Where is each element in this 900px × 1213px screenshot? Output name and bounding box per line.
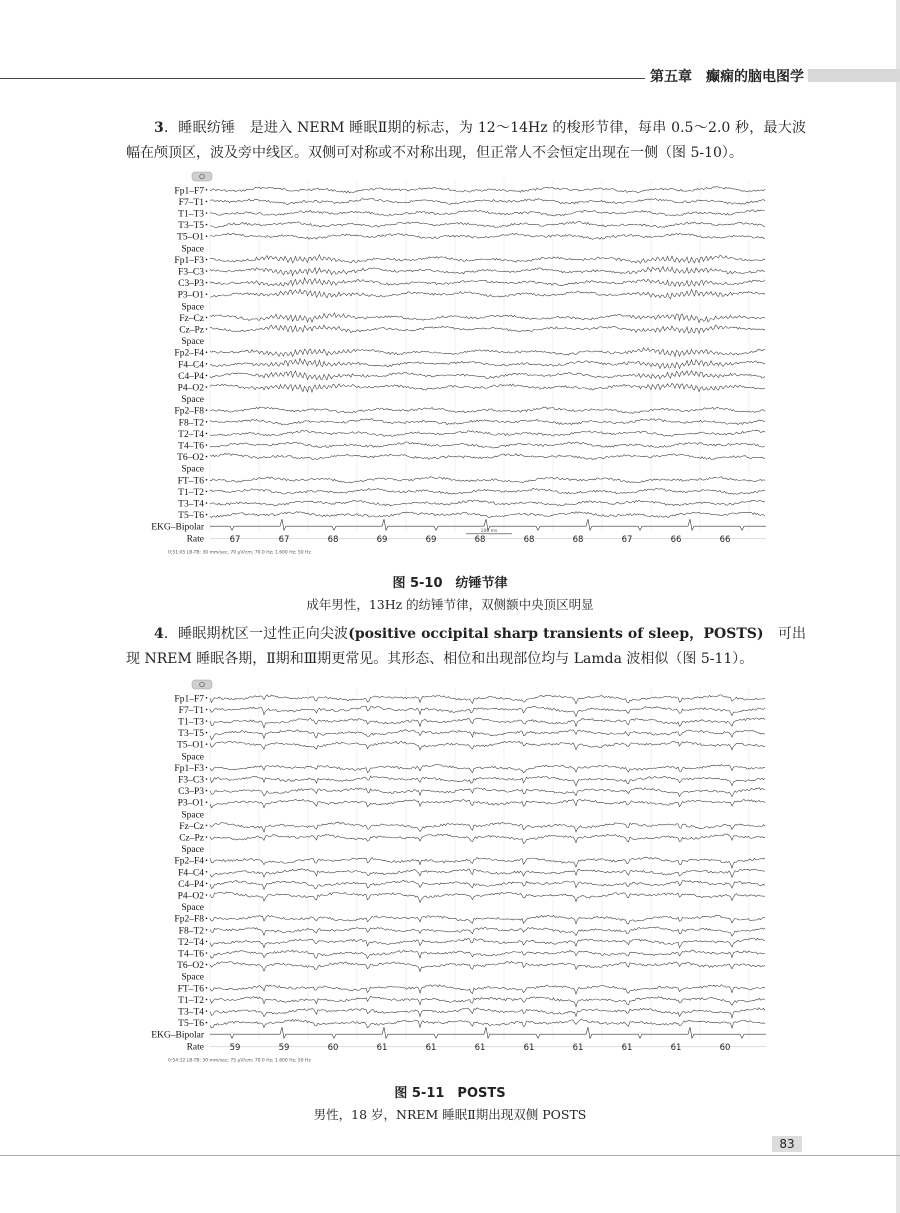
eeg-trace — [210, 419, 765, 425]
eeg-trace — [210, 950, 765, 959]
channel-label: Space — [181, 244, 204, 255]
eeg-trace — [210, 915, 765, 924]
eeg-trace — [210, 996, 765, 1007]
ekg-trace — [210, 1027, 766, 1038]
channel-label: T2–T4 — [178, 429, 204, 440]
eeg-trace — [210, 233, 765, 239]
channel-label: T3–T5 — [178, 221, 204, 232]
channel-label: F8–T2 — [178, 926, 204, 937]
eeg-trace — [210, 880, 765, 889]
chapter-title: 第五章 癫痫的脑电图学 — [650, 69, 804, 85]
eeg-trace — [210, 776, 765, 786]
channel-label: Space — [181, 752, 204, 763]
channel-label: T3–T4 — [178, 499, 204, 510]
figure-5-11-title: 图 5-11 POSTS — [394, 1086, 506, 1101]
channel-label: F8–T2 — [178, 418, 204, 429]
heart-rate-value: 61 — [523, 1042, 535, 1053]
eeg-trace — [210, 927, 765, 936]
eeg-figure-5-10 — [151, 170, 770, 562]
eeg-trace — [210, 695, 765, 704]
eeg-trace — [210, 267, 765, 276]
eeg-figure-5-11 — [151, 678, 770, 1073]
section-3-term: 睡眠纺锤 — [178, 120, 236, 136]
channel-label: Fp2–F8 — [174, 406, 204, 417]
heart-rate-value: 60 — [719, 1042, 731, 1053]
channel-label: Space — [181, 903, 204, 914]
channel-label: Rate — [186, 534, 204, 545]
eeg-trace — [210, 834, 765, 844]
channel-label: T5–T6 — [178, 1019, 204, 1030]
channel-label: F3–C3 — [178, 267, 204, 278]
eeg-trace — [210, 1019, 765, 1028]
heart-rate-value: 68 — [523, 534, 535, 545]
figure-5-10-subtitle: 成年男性，13Hz 的纺锤节律，双侧额中央顶区明显 — [306, 597, 594, 612]
channel-label: Fp2–F4 — [174, 856, 204, 867]
channel-label: FT–T6 — [177, 984, 204, 995]
channel-label: Fp2–F8 — [174, 914, 204, 925]
section-4-number: 4 — [154, 626, 164, 642]
channel-label: T3–T4 — [178, 1007, 204, 1018]
eeg-trace — [210, 313, 765, 323]
channel-label: P3–O1 — [177, 798, 204, 809]
eeg-trace — [210, 453, 765, 459]
heart-rate-value: 59 — [278, 1042, 290, 1053]
eeg-trace — [210, 1008, 765, 1018]
page-number: 83 — [772, 1136, 802, 1152]
channel-label: T1–T3 — [178, 209, 204, 220]
eeg-trace — [210, 278, 765, 286]
figure-5-11-subtitle: 男性，18 岁，NREM 睡眠Ⅱ期出现双侧 POSTS — [313, 1107, 587, 1122]
channel-label: Fp1–F3 — [174, 255, 204, 266]
section-3-number: 3 — [154, 120, 164, 136]
channel-label: EKG–Bipolar — [151, 1030, 204, 1041]
section-4-paragraph: 4．睡眠期枕区一过性正向尖波(positive occipital sharp transients of sleep，POSTS) 可出现 NREM 睡眠各期，Ⅱ期和Ⅲ期更常见。其形态、相位和出现部位均与 Lamda 波相似（图 5-11）。 — [126, 626, 807, 667]
section-4-term-en: (positive occipital sharp transients of sleep，POSTS) — [348, 626, 764, 642]
channel-label: C4–P4 — [178, 879, 204, 890]
section-4-text: 可出现 NREM 睡眠各期，Ⅱ期和Ⅲ期更常见。其形态、相位和出现部位均与 Lamda 波相似（图 5-11）。 — [126, 626, 807, 667]
eeg-trace — [210, 348, 765, 357]
channel-label: Space — [181, 464, 204, 475]
channel-label: C4–P4 — [178, 371, 204, 382]
eeg-trace — [210, 289, 765, 299]
heart-rate-value: 67 — [278, 534, 290, 545]
section-3-paragraph: 3．睡眠纺锤 是进入 NERM 睡眠Ⅱ期的标志，为 12～14Hz 的梭形节律，每串 0.5～2.0 秒，最大波幅在颅顶区，波及旁中线区。双侧可对称或不对称出现，但正常人不会恒定出现在一侧（图 5-10）。 — [126, 120, 807, 161]
heart-rate-value: 60 — [327, 1042, 339, 1053]
heart-rate-value: 59 — [229, 1042, 241, 1053]
eeg-trace — [210, 325, 765, 333]
channel-label: Fz–Cz — [179, 821, 204, 832]
eeg-trace — [210, 358, 765, 368]
eeg-trace — [210, 718, 765, 728]
eeg-trace-canvas-1 — [151, 170, 770, 562]
channel-label: P4–O2 — [177, 891, 204, 902]
heart-rate-value: 68 — [327, 534, 339, 545]
heart-rate-value: 69 — [425, 534, 437, 545]
heart-rate-value: 66 — [670, 534, 682, 545]
channel-label: F4–C4 — [178, 868, 204, 879]
eeg-trace — [210, 255, 765, 264]
footer-rule — [0, 1155, 900, 1156]
eeg-trace — [210, 430, 765, 436]
heart-rate-value: 61 — [670, 1042, 682, 1053]
eeg-trace — [210, 961, 765, 971]
channel-label: Rate — [186, 1042, 204, 1053]
channel-label: Cz–Pz — [179, 833, 204, 844]
channel-label: Space — [181, 845, 204, 856]
channel-label: Fz–Cz — [179, 313, 204, 324]
channel-label: C3–P3 — [178, 279, 204, 290]
channel-label: T1–T3 — [178, 717, 204, 728]
channel-label: Space — [181, 395, 204, 406]
figure-5-10-caption — [0, 572, 900, 613]
channel-label: Space — [181, 302, 204, 313]
eeg-trace — [210, 857, 765, 868]
recording-settings: 0:54:12 LB-TB: 30 mm/sec; 75 μV/cm; 70.0 Hz; 1.600 Hz; 50 Hz — [168, 1058, 311, 1064]
channel-label: T3–T5 — [178, 729, 204, 740]
eeg-trace — [210, 407, 765, 413]
heart-rate-value: 67 — [229, 534, 241, 545]
channel-label: C3–P3 — [178, 787, 204, 798]
eeg-trace — [210, 985, 765, 995]
eeg-trace — [210, 764, 765, 773]
channel-label: FT–T6 — [177, 476, 204, 487]
channel-label: F7–T1 — [178, 197, 204, 208]
eeg-trace — [210, 706, 765, 716]
eeg-trace — [210, 741, 765, 750]
eeg-trace — [210, 869, 765, 878]
eeg-trace — [210, 730, 765, 740]
eeg-trace — [210, 210, 765, 216]
montage-marker-button — [192, 680, 212, 689]
channel-label: Space — [181, 972, 204, 983]
heart-rate-value: 61 — [572, 1042, 584, 1053]
eeg-trace — [210, 198, 765, 204]
channel-label: T5–T6 — [178, 511, 204, 522]
eeg-trace — [210, 222, 765, 228]
channel-label: Space — [181, 810, 204, 821]
figure-5-10-title: 图 5-10 纺锤节律 — [392, 576, 508, 591]
channel-label: T6–O2 — [177, 453, 204, 464]
eeg-trace — [210, 187, 765, 193]
eeg-trace — [210, 799, 765, 808]
channel-label: P3–O1 — [177, 290, 204, 301]
figure-5-11-caption — [0, 1082, 900, 1123]
eeg-trace — [210, 512, 765, 518]
channel-label: F3–C3 — [178, 775, 204, 786]
heart-rate-value: 61 — [376, 1042, 388, 1053]
channel-label: T4–T6 — [178, 441, 204, 452]
eeg-trace — [210, 442, 765, 448]
channel-label: F7–T1 — [178, 705, 204, 716]
channel-label: T5–O1 — [177, 740, 204, 751]
eeg-trace — [210, 892, 765, 903]
eeg-trace-canvas-2 — [151, 678, 770, 1073]
channel-label: T2–T4 — [178, 937, 204, 948]
recording-settings: 0:51:05 LB-TB: 30 mm/sec; 70 μV/cm; 70.0 Hz; 1.600 Hz; 50 Hz — [168, 550, 311, 556]
heart-rate-value: 68 — [474, 534, 486, 545]
channel-label: P4–O2 — [177, 383, 204, 394]
running-header — [0, 64, 900, 86]
heart-rate-value: 67 — [621, 534, 633, 545]
section-4-term: 睡眠期枕区一过性正向尖波 — [178, 626, 349, 642]
heart-rate-value: 61 — [621, 1042, 633, 1053]
channel-label: T4–T6 — [178, 949, 204, 960]
channel-label: F4–C4 — [178, 360, 204, 371]
eeg-trace — [210, 383, 765, 392]
header-tab — [808, 69, 900, 82]
heart-rate-value: 69 — [376, 534, 388, 545]
channel-label: T6–O2 — [177, 961, 204, 972]
eeg-trace — [210, 938, 765, 948]
channel-label: Cz–Pz — [179, 325, 204, 336]
channel-label: T5–O1 — [177, 232, 204, 243]
eeg-trace — [210, 477, 765, 483]
heart-rate-value: 61 — [425, 1042, 437, 1053]
channel-label: Space — [181, 337, 204, 348]
heart-rate-value: 66 — [719, 534, 731, 545]
eeg-trace — [210, 489, 765, 495]
heart-rate-value: 61 — [474, 1042, 486, 1053]
channel-label: EKG–Bipolar — [151, 522, 204, 533]
section-3-text: 是进入 NERM 睡眠Ⅱ期的标志，为 12～14Hz 的梭形节律，每串 0.5～2.0 秒，最大波幅在颅顶区，波及旁中线区。双侧可对称或不对称出现，但正常人不会恒定出现在一侧（图 5-10）。 — [126, 120, 807, 161]
channel-label: T1–T2 — [178, 995, 204, 1006]
channel-label: Fp2–F4 — [174, 348, 204, 359]
channel-label: Fp1–F7 — [174, 186, 204, 197]
heart-rate-value: 68 — [572, 534, 584, 545]
eeg-trace — [210, 788, 765, 797]
channel-label: Fp1–F3 — [174, 763, 204, 774]
eeg-trace — [210, 822, 765, 832]
time-scale-label: 100 ms — [480, 528, 498, 534]
montage-marker-button — [192, 172, 212, 181]
eeg-trace — [210, 500, 765, 506]
eeg-trace — [210, 371, 765, 380]
channel-label: T1–T2 — [178, 487, 204, 498]
channel-label: Fp1–F7 — [174, 694, 204, 705]
header-rule — [0, 78, 645, 79]
